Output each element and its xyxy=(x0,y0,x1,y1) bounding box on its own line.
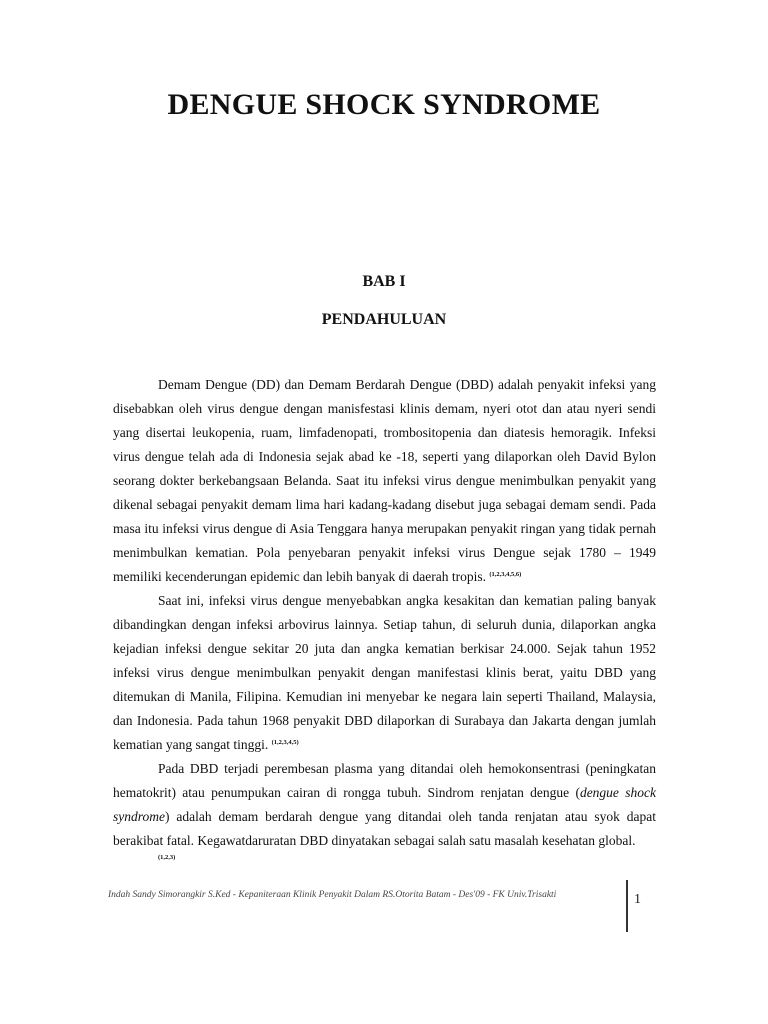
paragraph-3-italic-term: dengue shock syndrome xyxy=(113,785,656,824)
citation-3: (1,2,3) xyxy=(158,854,176,861)
paragraph-2-text: Saat ini, infeksi virus dengue menyebabkan angka kesakitan dan kematian paling banyak dibandingkan dengan infeksi arbovirus lainnya. Setiap tahun, di seluruh dunia, dilaporkan angka kejadian infeksi dengue sekitar 20 juta dan angka kematian berkisar 24.000. Sejak tahun 1952 infeksi virus dengue menimbulkan penyakit dengan manifestasi klinis berat, yaitu DBD yang ditemukan di Manila, Filipina. Kemudian ini menyebar ke negara lain seperti Thailand, Malaysia, dan Indonesia. Pada tahun 1968 penyakit DBD dilaporkan di Surabaya dan Jakarta dengan jumlah kematian yang sangat tinggi. xyxy=(113,593,656,752)
body-text xyxy=(113,373,656,863)
citation-2: (1,2,3,4,5) xyxy=(271,739,299,746)
paragraph-1 xyxy=(113,373,656,589)
chapter-heading xyxy=(0,270,768,332)
paragraph-3-text-before: Pada DBD terjadi perembesan plasma yang ditandai oleh hemokonsentrasi (peningkatan hematokrit) atau penumpukan cairan di rongga tubuh. Sindrom renjatan dengue ( xyxy=(113,761,656,800)
document-title: DENGUE SHOCK SYNDROME xyxy=(167,88,601,121)
footer-divider xyxy=(626,880,628,932)
paragraph-3 xyxy=(113,757,656,863)
page-number: 1 xyxy=(634,892,641,907)
page-footer xyxy=(0,880,768,940)
paragraph-2 xyxy=(113,589,656,757)
chapter-number: BAB I xyxy=(362,273,406,290)
citation-1: (1,2,3,4,5,6) xyxy=(489,571,522,578)
paragraph-1-text: Demam Dengue (DD) dan Demam Berdarah Dengue (DBD) adalah penyakit infeksi yang disebabkan oleh virus dengue dengan manisfestasi klinis demam, nyeri otot dan atau nyeri sendi yang disertai leukopenia, ruam, limfadenopati, trombositopenia dan diatesis hemoragik. Infeksi virus dengue telah ada di Indonesia sejak abad ke -18, seperti yang dilaporkan oleh David Bylon seorang dokter berkebangsaan Belanda. Saat itu infeksi virus dengue menimbulkan penyakit yang dikenal sebagai penyakit demam lima hari kadang-kadang disebut juga sebagai demam sendi. Pada masa itu infeksi virus dengue di Asia Tenggara hanya merupakan penyakit ringan yang tidak pernah menimbulkan kematian. Pola penyebaran penyakit infeksi virus Dengue sejak 1780 – 1949 memiliki kecenderungan epidemic dan lebih banyak di daerah tropis. xyxy=(113,377,656,584)
chapter-name: PENDAHULUAN xyxy=(321,311,447,328)
footer-text: Indah Sandy Simorangkir S.Ked - Kepaniteraan Klinik Penyakit Dalam RS.Otorita Batam - Des'09 - FK Univ.Trisakti xyxy=(108,890,557,900)
paragraph-3-text-after: ) adalah demam berdarah dengue yang ditandai oleh tanda renjatan atau syok dapat berakibat fatal. Kegawatdaruratan DBD dinyatakan sebagai salah satu masalah kesehatan global. xyxy=(113,809,656,848)
